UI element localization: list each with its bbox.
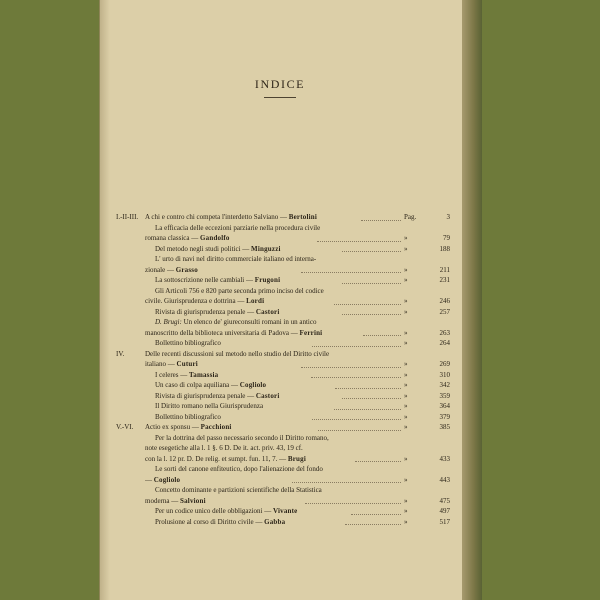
toc-line [116,328,450,339]
leader-dots [342,251,401,252]
toc-entry [116,380,450,391]
page-ref [404,496,450,507]
entry-title [145,412,309,423]
page-mark: » [404,507,408,515]
toc-entry [116,244,450,255]
page-mark: » [404,370,408,379]
page-edge [462,0,482,600]
leader-dots [342,398,401,399]
toc-line [116,254,450,265]
book-page [100,0,462,600]
entry-title-continued [145,443,450,454]
page-ref [404,380,450,391]
page-mark: » [404,454,408,463]
page-mark: » [404,297,408,305]
entry-author: Brugi [287,454,306,463]
page-number: 264 [439,339,450,347]
page-mark: » [404,517,408,526]
entry-author: Cogliolo [239,381,267,389]
page-title: INDICE [254,77,306,91]
leader-dots [292,482,401,483]
page-number: 379 [439,412,450,421]
page-number: 269 [439,360,450,368]
toc-entry [116,286,450,307]
page-mark: » [404,475,408,484]
entry-title-continued [145,296,331,307]
entry-title [145,286,450,297]
page-number: 443 [439,475,450,484]
page-number: 246 [439,297,450,305]
toc-entry [116,223,450,244]
entry-author: Grasso [175,265,198,274]
entry-author: Ferrini [299,328,323,337]
leader-dots [342,283,401,284]
toc-line [116,433,450,444]
entry-text: Le sorti del canone enfiteutico, dopo l'alienazione del fondo [155,465,323,473]
page-mark: » [404,244,408,253]
toc-line [116,506,450,517]
entry-text: civile. Giurisprudenza e dottrina — [145,297,245,305]
leader-dots [363,335,401,336]
leader-dots [342,314,401,315]
page-ref [404,338,450,349]
entry-title [145,464,450,475]
toc-entry [116,349,450,370]
toc-line [116,338,450,349]
page-number: 188 [439,244,450,253]
leader-dots [311,377,401,378]
page-ref [404,359,450,370]
entry-text: zionale — [145,265,174,274]
entry-title [145,370,308,381]
toc-entry [116,254,450,275]
entry-title [145,275,339,286]
toc-line [116,391,450,402]
page-mark: » [404,234,408,242]
toc-line [116,317,450,328]
toc-line [116,475,450,486]
entry-title-continued [145,265,298,276]
entry-title [145,380,332,391]
toc-line [116,422,450,433]
toc-entry [116,275,450,286]
page-mark: » [404,391,408,400]
page-ref [404,475,450,486]
leader-dots [334,409,401,410]
page-mark: » [404,339,408,347]
page-ref [404,401,450,412]
entry-title [145,401,331,412]
leader-dots [361,220,402,221]
toc-line [116,412,450,423]
toc-line [116,401,450,412]
page-ref [404,422,450,433]
page-number: 385 [439,423,451,431]
entry-text: L' urto di navi nel diritto commerciale italiano ed interna- [155,255,317,263]
entry-text: manoscritto della biblioteca universitaria di Padova — [145,328,298,337]
entry-text: Concetto dominante e partizioni scientifiche della Statistica [155,486,322,494]
entry-author: Bertolini [288,213,317,221]
page-mark: » [404,412,408,421]
entry-title [145,391,339,402]
entry-text: Rivista di giurisprudenza penale — [155,391,256,400]
toc-entry [116,517,450,528]
leader-dots [301,272,401,273]
section-number: IV. [116,349,125,358]
entry-author: Cogliolo [153,475,181,484]
entry-title [145,317,450,328]
entry-title [145,338,309,349]
entry-title [145,244,339,255]
toc-line [116,349,450,360]
page-ref [404,370,450,381]
entry-title-continued [145,454,352,465]
page-ref [404,275,450,286]
entry-text: moderna — [145,496,179,505]
toc-line [116,212,450,223]
toc-entry [116,422,450,433]
page-ref [404,454,450,465]
title-rule [264,97,296,98]
page-mark: » [404,402,408,410]
entry-text: — [145,475,152,484]
toc-line [116,443,450,454]
entry-text: Per un codice unico delle obbligazioni — [155,507,273,515]
page-number: 433 [439,454,450,463]
page-mark: Pag. [404,213,417,221]
toc-entry [116,338,450,349]
toc-entry [116,391,450,402]
page-number: 257 [439,307,450,316]
page-ref [404,212,450,223]
leader-dots [318,430,401,431]
page-mark: » [404,276,408,284]
page-number: 211 [439,265,451,274]
entry-title [145,307,339,318]
entry-text: Per la dottrina del passo necessario secondo il Diritto romano, [155,433,329,442]
page-ref [404,233,450,244]
toc-line [116,275,450,286]
page-ref [404,244,450,255]
page-number: 359 [439,391,450,400]
entry-author: Gabba [264,517,286,526]
toc-line [116,223,450,234]
entry-text: I celeres — [155,370,190,379]
page-gutter [100,0,110,600]
toc-entry [116,485,450,506]
entry-author: Tamassia [189,370,219,379]
entry-title [145,422,315,433]
entry-text: Delle recenti discussioni sul metodo nello studio del Diritto civile [145,349,330,358]
entry-text: note esegetiche alla l. 1 §. 6 D. De it. act. priv. 43, 19 cf. [145,444,303,452]
entry-text: Prolusione al corso di Diritto civile — [155,517,265,526]
page-number: 497 [439,507,451,515]
leader-dots [312,419,401,420]
entry-title [145,517,342,528]
page-number: 231 [439,276,451,284]
entry-title [145,506,348,517]
entry-text: Actio ex sponsu — [145,423,201,431]
page-number: 475 [439,496,451,505]
entry-lead-author: D. Brugi: [155,318,184,326]
entry-author: Lordi [246,297,265,305]
leader-dots [317,241,401,242]
toc-line [116,359,450,370]
entry-author: Gandolfo [200,234,230,242]
leader-dots [335,388,401,389]
entry-author: Cuturi [176,360,198,368]
page-number: 263 [439,328,451,337]
entry-text: A chi e contro chi competa l'interdetto Salviano — [145,213,289,221]
entry-text: Un elenco de' giureconsulti romani in un antico [183,318,317,326]
entry-text: italiano — [145,360,175,368]
page-ref [404,506,450,517]
entry-title-continued [145,496,302,507]
toc-line [116,265,450,276]
entry-text: Del metodo negli studi politici — [155,244,252,253]
page-mark: » [404,381,408,389]
toc-line [116,517,450,528]
entry-title-continued [145,359,298,370]
page-number: 517 [439,517,450,526]
leader-dots [301,367,401,368]
leader-dots [305,503,401,504]
toc-line [116,496,450,507]
page-mark: » [404,307,408,316]
toc-entry [116,506,450,517]
leader-dots [312,346,401,347]
entry-author: Pacchioni [200,423,232,431]
entry-title-continued [145,233,314,244]
toc-entry [116,317,450,338]
entry-title [145,254,450,265]
entry-text: Un caso di colpa aquiliana — [155,381,240,389]
page-number: 3 [446,213,450,221]
page-mark: » [404,265,408,274]
page-ref [404,307,450,318]
entry-title-continued [145,328,360,339]
table-of-contents [116,212,450,527]
toc-line [116,380,450,391]
leader-dots [345,524,401,525]
section-number: I.-II-III. [116,213,139,221]
page-mark: » [404,360,408,368]
page-ref [404,412,450,423]
page-ref [404,265,450,276]
entry-title [145,223,450,234]
leader-dots [351,514,401,515]
toc-entry [116,212,450,223]
entry-author: Castori [255,307,280,316]
entry-text: con la l. 12 pr. D. De relig. et sumpt. fun. 11, 7. — [145,454,287,463]
toc-entry [116,464,450,485]
toc-line [116,244,450,255]
entry-author: Castori [255,391,280,400]
entry-title [145,349,450,360]
page-number: 364 [439,402,450,410]
page-mark: » [404,496,408,505]
entry-text: La efficacia delle eccezioni parziarie nella procedura civile [155,223,321,232]
entry-author: Salvioni [180,496,206,505]
page-ref [404,328,450,339]
toc-line [116,485,450,496]
toc-line [116,286,450,297]
entry-title [145,212,358,223]
leader-dots [334,304,401,305]
page-number: 79 [443,234,450,242]
entry-author: Vivante [273,507,298,515]
leader-dots [355,461,401,462]
entry-text: Bollettino bibliografico [155,339,221,347]
page-mark: » [404,328,408,337]
page-number: 342 [439,381,451,389]
entry-author: Frugoni [254,276,281,284]
entry-text: Rivista di giurisprudenza penale — [155,307,256,316]
toc-line [116,296,450,307]
toc-entry [116,433,450,465]
entry-title-continued [145,475,289,486]
entry-text: Gli Articoli 756 e 820 parte seconda primo inciso del codice [155,286,324,295]
page-ref [404,391,450,402]
toc-line [116,233,450,244]
toc-entry [116,401,450,412]
entry-title [145,433,450,444]
entry-title [145,485,450,496]
page-mark: » [404,423,408,431]
toc-entry [116,370,450,381]
entry-text: romana classica — [145,234,199,242]
toc-line [116,464,450,475]
toc-line [116,370,450,381]
page-number: 310 [439,370,450,379]
section-number: V.-VI. [116,423,134,431]
toc-line [116,307,450,318]
toc-entry [116,412,450,423]
page-ref [404,517,450,528]
entry-text: Bollettino bibliografico [155,412,221,421]
toc-line [116,454,450,465]
entry-text: Il Diritto romano nella Giurisprudenza [155,402,264,410]
toc-entry [116,307,450,318]
entry-author: Minguzzi [251,244,281,253]
entry-text: La sottoscrizione nelle cambiali — [155,276,255,284]
page-ref [404,296,450,307]
